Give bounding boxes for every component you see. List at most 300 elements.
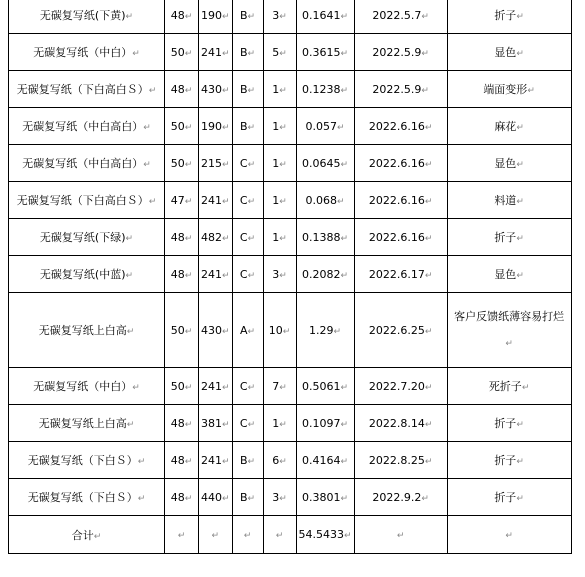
cell-text: 3 (272, 490, 280, 504)
cell-text: 无碳复写纸(下黄) (39, 9, 126, 22)
paragraph-mark: ↵ (184, 233, 193, 244)
paragraph-mark: ↵ (340, 382, 349, 393)
grade-cell (232, 182, 263, 219)
paragraph-mark: ↵ (279, 85, 287, 96)
paragraph-mark: ↵ (125, 271, 134, 281)
table-row (9, 479, 572, 516)
paragraph-mark: ↵ (247, 270, 256, 281)
length-cell (199, 219, 233, 256)
grade-cell (232, 71, 263, 108)
cell-text: 241 (201, 379, 222, 393)
width-cell (165, 219, 199, 256)
length-cell (199, 479, 233, 516)
length-cell (199, 293, 233, 368)
paragraph-mark: ↵ (340, 48, 349, 59)
paragraph-mark: ↵ (222, 382, 230, 393)
paragraph-mark: ↵ (177, 531, 186, 541)
date-cell (354, 0, 447, 34)
quantity-cell (263, 182, 296, 219)
paragraph-mark: ↵ (340, 456, 349, 467)
issue-cell (447, 293, 571, 368)
cell-text: B (240, 119, 248, 133)
cell-text: 无碳复写纸（下白高白Ｓ） (16, 83, 149, 96)
paragraph-mark: ↵ (126, 420, 135, 430)
paragraph-mark: ↵ (340, 159, 349, 170)
cell-text: 48 (170, 8, 185, 22)
width-cell (165, 34, 199, 71)
cell-text: C (239, 416, 248, 430)
paragraph-mark: ↵ (247, 196, 256, 207)
paragraph-mark: ↵ (344, 531, 352, 541)
total-amount-cell (296, 516, 354, 554)
cell-text: 显色 (494, 157, 517, 170)
paragraph-mark: ↵ (340, 270, 349, 281)
cell-text: 48 (170, 230, 185, 244)
paragraph-mark: ↵ (516, 457, 524, 467)
paragraph-mark: ↵ (337, 196, 345, 207)
cell-text: 241 (201, 193, 222, 207)
cell-text: A (240, 323, 248, 337)
paragraph-mark: ↵ (279, 11, 287, 22)
cell-text: 241 (201, 45, 222, 59)
paragraph-mark: ↵ (148, 197, 157, 207)
cell-text: 430 (201, 82, 222, 96)
cell-text: 折子 (494, 491, 517, 504)
amount-cell (296, 145, 354, 182)
paragraph-mark: ↵ (279, 233, 287, 244)
cell-text: 无碳复写纸（中白高白） (22, 157, 144, 170)
empty-cell (165, 516, 199, 554)
paragraph-mark: ↵ (516, 271, 524, 281)
cell-text: 0.4164 (302, 453, 341, 467)
paragraph-mark: ↵ (184, 159, 193, 170)
cell-text: 0.0645 (302, 156, 341, 170)
paragraph-mark: ↵ (222, 493, 230, 504)
amount-cell (296, 219, 354, 256)
cell-text: 482 (201, 230, 222, 244)
grade-cell (232, 108, 263, 145)
issue-cell (447, 0, 571, 34)
cell-text: 折子 (494, 9, 517, 22)
paragraph-mark: ↵ (247, 122, 256, 133)
table-row (9, 145, 572, 182)
product-name-cell (9, 405, 165, 442)
paragraph-mark: ↵ (184, 270, 193, 281)
paragraph-mark: ↵ (184, 382, 193, 393)
cell-text: 无碳复写纸上白高 (38, 417, 127, 430)
paragraph-mark: ↵ (421, 493, 429, 504)
quantity-cell (263, 108, 296, 145)
length-cell (199, 145, 233, 182)
table-row (9, 182, 572, 219)
cell-text: 2022.8.25 (368, 453, 425, 467)
length-cell (199, 71, 233, 108)
amount-cell (296, 0, 354, 34)
paragraph-mark: ↵ (247, 382, 256, 393)
width-cell (165, 145, 199, 182)
table-row (9, 293, 572, 368)
quantity-cell (263, 405, 296, 442)
cell-text: 麻花 (494, 120, 517, 133)
product-name-cell (9, 293, 165, 368)
amount-cell (296, 479, 354, 516)
cell-text: 2022.6.16 (368, 156, 425, 170)
length-cell (199, 108, 233, 145)
amount-cell (296, 405, 354, 442)
cell-text: 0.1097 (302, 416, 341, 430)
paragraph-mark: ↵ (247, 456, 256, 467)
paragraph-mark: ↵ (247, 233, 256, 244)
product-name-cell (9, 0, 165, 34)
paragraph-mark: ↵ (132, 49, 140, 59)
width-cell (165, 108, 199, 145)
paragraph-mark: ↵ (143, 123, 151, 133)
date-cell (354, 108, 447, 145)
date-cell (354, 219, 447, 256)
table-row (9, 405, 572, 442)
quantity-cell (263, 479, 296, 516)
paragraph-mark: ↵ (424, 382, 433, 393)
cell-text: 客户反馈纸薄容易打烂 (454, 309, 565, 323)
cell-text: 无碳复写纸（中白高白） (22, 120, 144, 133)
paragraph-mark: ↵ (396, 531, 405, 541)
cell-text: 2022.5.9 (372, 82, 422, 96)
cell-text: 2022.5.9 (372, 45, 422, 59)
quantity-cell (263, 71, 296, 108)
paragraph-mark: ↵ (516, 123, 524, 133)
product-name-cell (9, 71, 165, 108)
paragraph-mark: ↵ (279, 419, 287, 430)
cell-text: 190 (201, 8, 222, 22)
cell-text: 0.5061 (302, 379, 341, 393)
paragraph-mark: ↵ (279, 456, 287, 467)
length-cell (199, 405, 233, 442)
date-cell (354, 182, 447, 219)
total-amount: 54.5433 (298, 528, 345, 541)
paragraph-mark: ↵ (247, 11, 256, 22)
paragraph-mark: ↵ (279, 196, 287, 207)
date-cell (354, 442, 447, 479)
cell-text: 0.1388 (302, 230, 341, 244)
paragraph-mark: ↵ (93, 531, 102, 542)
cell-text: 折子 (494, 454, 517, 467)
cell-text: 2022.7.20 (368, 379, 425, 393)
table-row (9, 71, 572, 108)
paragraph-mark: ↵ (184, 196, 193, 207)
cell-text: 5 (272, 45, 280, 59)
product-name-cell (9, 368, 165, 405)
cell-text: 381 (201, 416, 222, 430)
cell-text: 显色 (494, 268, 517, 281)
paragraph-mark: ↵ (424, 196, 433, 207)
cell-text: 无碳复写纸上白高 (38, 324, 127, 337)
paragraph-mark: ↵ (222, 159, 230, 170)
grade-cell (232, 219, 263, 256)
product-name-cell (9, 182, 165, 219)
paragraph-mark: ↵ (424, 326, 433, 337)
width-cell (165, 182, 199, 219)
paragraph-mark: ↵ (184, 11, 193, 22)
cell-text: C (239, 379, 248, 393)
cell-text: 0.068 (305, 193, 338, 207)
paragraph-mark: ↵ (421, 85, 429, 96)
grade-cell (232, 34, 263, 71)
product-name-cell (9, 145, 165, 182)
paragraph-mark: ↵ (247, 48, 256, 59)
paragraph-mark: ↵ (222, 48, 230, 59)
paragraph-mark: ↵ (421, 48, 429, 59)
date-cell (354, 71, 447, 108)
product-name-cell (9, 256, 165, 293)
table-row (9, 219, 572, 256)
paragraph-mark: ↵ (126, 327, 135, 337)
grade-cell (232, 0, 263, 34)
quantity-cell (263, 145, 296, 182)
issue-cell (447, 256, 571, 293)
paragraph-mark: ↵ (340, 419, 349, 430)
paragraph-mark: ↵ (184, 48, 193, 59)
paragraph-mark: ↵ (222, 196, 230, 207)
cell-text: 2022.6.16 (368, 230, 425, 244)
date-cell (354, 256, 447, 293)
paragraph-mark: ↵ (137, 457, 146, 467)
cell-text: 料道 (494, 194, 517, 207)
paragraph-mark: ↵ (279, 48, 287, 59)
cell-text: 3 (272, 267, 280, 281)
cell-text: 无碳复写纸(中蓝) (39, 268, 126, 281)
cell-text: 50 (170, 156, 185, 170)
cell-text: 1 (272, 119, 280, 133)
date-cell (354, 405, 447, 442)
table-row (9, 368, 572, 405)
width-cell (165, 293, 199, 368)
product-name-cell (9, 34, 165, 71)
grade-cell (232, 442, 263, 479)
cell-text: 3 (272, 8, 280, 22)
paragraph-mark: ↵ (222, 270, 230, 281)
date-cell (354, 145, 447, 182)
date-cell (354, 34, 447, 71)
paragraph-mark: ↵ (222, 233, 230, 244)
issue-cell (447, 368, 571, 405)
paragraph-mark: ↵ (424, 159, 433, 170)
width-cell (165, 0, 199, 34)
total-row (9, 516, 572, 554)
date-cell (354, 368, 447, 405)
quantity-cell (263, 256, 296, 293)
paragraph-mark: ↵ (275, 531, 284, 541)
cell-text: 折子 (494, 417, 517, 430)
cell-text: 50 (170, 379, 185, 393)
cell-text: 1 (272, 82, 280, 96)
length-cell (199, 442, 233, 479)
cell-text: 241 (201, 453, 222, 467)
cell-text: 2022.9.2 (372, 490, 422, 504)
total-label: 合计 (71, 528, 94, 542)
quantity-cell (263, 0, 296, 34)
cell-text: 无碳复写纸（中白） (33, 46, 133, 59)
width-cell (165, 71, 199, 108)
issue-cell (447, 108, 571, 145)
cell-text: 7 (272, 379, 280, 393)
grade-cell (232, 368, 263, 405)
table-row (9, 0, 572, 34)
paragraph-mark: ↵ (282, 326, 291, 337)
cell-text: 2022.5.7 (372, 8, 422, 22)
issue-cell (447, 479, 571, 516)
paragraph-mark: ↵ (243, 531, 252, 541)
cell-text: 2022.6.25 (368, 323, 425, 337)
paragraph-mark: ↵ (516, 197, 524, 207)
paragraph-mark: ↵ (247, 159, 256, 170)
width-cell (165, 479, 199, 516)
paragraph-mark: ↵ (279, 493, 287, 504)
paragraph-mark: ↵ (424, 270, 433, 281)
paragraph-mark: ↵ (247, 419, 256, 430)
cell-text: 440 (201, 490, 222, 504)
amount-cell (296, 108, 354, 145)
width-cell (165, 368, 199, 405)
paragraph-mark: ↵ (184, 419, 193, 430)
cell-text: 显色 (494, 46, 517, 59)
quantity-cell (263, 442, 296, 479)
issue-cell (447, 145, 571, 182)
length-cell (199, 34, 233, 71)
table-row (9, 108, 572, 145)
cell-text: 6 (272, 453, 280, 467)
paragraph-mark: ↵ (340, 233, 349, 244)
cell-text: 50 (170, 323, 185, 337)
defect-table (8, 0, 572, 554)
total-label-cell (9, 516, 165, 554)
cell-text: 0.3615 (302, 45, 341, 59)
cell-text: 2022.8.14 (368, 416, 425, 430)
cell-text: 48 (170, 267, 185, 281)
cell-text: 241 (201, 267, 222, 281)
cell-text: B (240, 82, 248, 96)
cell-text: B (240, 490, 248, 504)
issue-cell (447, 71, 571, 108)
cell-text: C (239, 156, 248, 170)
paragraph-mark: ↵ (340, 11, 349, 22)
product-name-cell (9, 442, 165, 479)
cell-text: 1.29 (309, 323, 334, 337)
length-cell (199, 256, 233, 293)
empty-cell (354, 516, 447, 554)
cell-text: C (239, 267, 248, 281)
quantity-cell (263, 368, 296, 405)
paragraph-mark: ↵ (125, 12, 134, 22)
cell-text: 0.3801 (302, 490, 341, 504)
paragraph-mark: ↵ (424, 456, 433, 467)
cell-text: B (240, 8, 248, 22)
cell-text: 无碳复写纸（中白） (33, 380, 133, 393)
paragraph-mark: ↵ (247, 85, 256, 96)
length-cell (199, 182, 233, 219)
paragraph-mark: ↵ (279, 270, 287, 281)
paragraph-mark: ↵ (143, 160, 151, 170)
paragraph-mark: ↵ (340, 85, 349, 96)
table-row (9, 34, 572, 71)
paragraph-mark: ↵ (279, 382, 287, 393)
empty-cell (232, 516, 263, 554)
cell-text: 死折子 (488, 380, 522, 393)
cell-text: 2022.6.16 (368, 119, 425, 133)
paragraph-mark: ↵ (516, 234, 524, 244)
paragraph-mark: ↵ (424, 122, 433, 133)
empty-cell (199, 516, 233, 554)
cell-text: 无碳复写纸（下白高白Ｓ） (16, 194, 149, 207)
paragraph-mark: ↵ (516, 49, 524, 59)
paragraph-mark: ↵ (184, 493, 193, 504)
cell-text: 190 (201, 119, 222, 133)
cell-text: 50 (170, 45, 185, 59)
issue-cell (447, 405, 571, 442)
paragraph-mark: ↵ (505, 531, 513, 541)
cell-text: 无碳复写纸（下白Ｓ） (27, 491, 138, 504)
cell-text: 48 (170, 490, 185, 504)
cell-text: 0.1238 (302, 82, 341, 96)
cell-text: 无碳复写纸(下绿) (39, 231, 126, 244)
cell-text: 48 (170, 82, 185, 96)
paragraph-mark: ↵ (340, 493, 349, 504)
paragraph-mark: ↵ (222, 326, 230, 337)
paragraph-mark: ↵ (421, 11, 429, 22)
grade-cell (232, 479, 263, 516)
paragraph-mark: ↵ (211, 531, 220, 541)
paragraph-mark: ↵ (333, 326, 342, 337)
paragraph-mark: ↵ (148, 86, 157, 96)
paragraph-mark: ↵ (222, 419, 230, 430)
product-name-cell (9, 219, 165, 256)
amount-cell (296, 293, 354, 368)
paragraph-mark: ↵ (279, 122, 287, 133)
grade-cell (232, 293, 263, 368)
paragraph-mark: ↵ (222, 11, 230, 22)
issue-cell (447, 442, 571, 479)
paragraph-mark: ↵ (137, 494, 146, 504)
paragraph-mark: ↵ (516, 420, 524, 430)
amount-cell (296, 182, 354, 219)
cell-text: 0.1641 (302, 8, 341, 22)
product-name-cell (9, 479, 165, 516)
paragraph-mark: ↵ (184, 122, 193, 133)
table-row (9, 442, 572, 479)
paragraph-mark: ↵ (184, 85, 193, 96)
cell-text: 1 (272, 193, 280, 207)
cell-text: B (240, 45, 248, 59)
paragraph-mark: ↵ (222, 122, 230, 133)
paragraph-mark: ↵ (521, 383, 530, 393)
paragraph-mark: ↵ (516, 12, 524, 22)
cell-text: 1 (272, 416, 280, 430)
amount-cell (296, 34, 354, 71)
product-name-cell (9, 108, 165, 145)
table-row (9, 256, 572, 293)
cell-text: 0.2082 (302, 267, 341, 281)
cell-text: 10 (268, 323, 283, 337)
amount-cell (296, 256, 354, 293)
cell-text: 2022.6.17 (368, 267, 425, 281)
cell-text: 2022.6.16 (368, 193, 425, 207)
paragraph-mark: ↵ (279, 159, 287, 170)
grade-cell (232, 256, 263, 293)
issue-cell (447, 182, 571, 219)
cell-text: 折子 (494, 231, 517, 244)
cell-text: 430 (201, 323, 222, 337)
width-cell (165, 405, 199, 442)
paragraph-mark: ↵ (424, 419, 433, 430)
